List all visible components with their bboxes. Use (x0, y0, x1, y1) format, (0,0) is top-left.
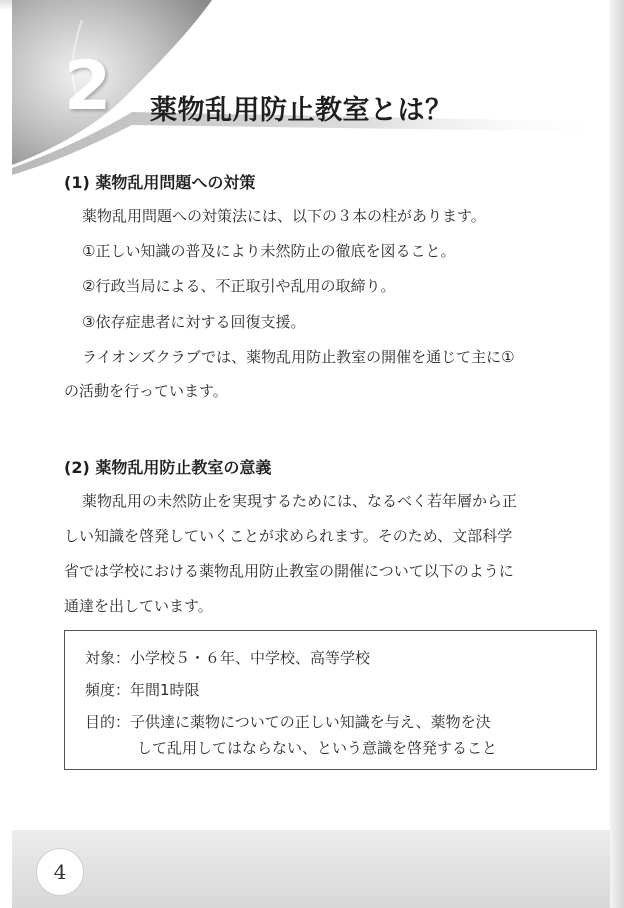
info-frequency: 頻度：年間1時限 (85, 681, 200, 699)
footer-band (12, 830, 610, 908)
section1-item-2: ②行政当局による、不正取引や乱用の取締り。 (82, 277, 396, 295)
section1-item-1: ①正しい知識の普及により未然防止の徹底を図ること。 (82, 242, 456, 260)
section1-item-3: ③依存症患者に対する回復支援。 (82, 313, 306, 331)
chapter-title: 薬物乱用防止教室とは？ (150, 95, 453, 126)
chapter-number: 2 (64, 47, 112, 126)
section2-line-1: 薬物乱用の未然防止を実現するためには、なるべく若年層から正 (82, 492, 518, 510)
scan-edge-right (610, 0, 624, 908)
info-box (64, 630, 597, 770)
page (12, 0, 610, 908)
section1-intro: 薬物乱用問題への対策法には、以下の３本の柱があります。 (82, 207, 486, 225)
info-purpose-line2: して乱用してはならない、という意識を啓発すること (137, 739, 498, 757)
section1-heading: (1) 薬物乱用問題への対策 (64, 173, 256, 192)
section1-closing-line2: の活動を行っています。 (64, 382, 228, 400)
section2-line-3: 省では学校における薬物乱用防止教室の開催について以下のように (64, 562, 514, 580)
section2-line-4: 通達を出しています。 (64, 597, 213, 615)
page-number: 4 (36, 848, 84, 896)
section2-line-2: しい知識を啓発していくことが求められます。そのため、文部科学 (64, 527, 513, 545)
info-purpose-line1: 目的：子供達に薬物についての正しい知識を与え、薬物を決 (85, 713, 491, 731)
info-target: 対象：小学校５・６年、中学校、高等学校 (85, 649, 371, 667)
section2-heading: (2) 薬物乱用防止教室の意義 (64, 458, 272, 477)
section1-closing-line1: ライオンズクラブでは、薬物乱用防止教室の開催を通じて主に① (82, 348, 515, 366)
